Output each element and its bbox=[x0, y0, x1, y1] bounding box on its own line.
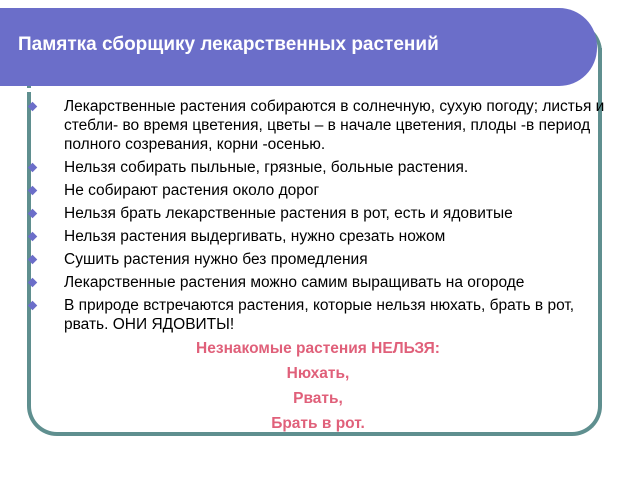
title-underline bbox=[0, 88, 568, 92]
list-item: Не собирают растения около дорог bbox=[28, 181, 608, 200]
bullet-icon bbox=[28, 186, 38, 196]
list-item: Лекарственные растения собираются в солнечную, сухую погоду; листья и стебли- во время цветения, цветы – в начале цветения, плоды -в период полного созревания, корни -осенью. bbox=[28, 97, 608, 154]
warning-item: Брать в рот. bbox=[271, 415, 365, 432]
bullet-icon bbox=[28, 232, 38, 242]
warning-item: Нюхать, bbox=[286, 365, 350, 382]
bullet-icon bbox=[28, 255, 38, 265]
list-item: Лекарственные растения можно самим выращивать на огороде bbox=[28, 273, 608, 292]
rules-list bbox=[28, 97, 608, 334]
list-item: Нельзя собирать пыльные, грязные, больные растения. bbox=[28, 158, 608, 177]
list-item: Нельзя брать лекарственные растения в рот, есть и ядовитые bbox=[28, 204, 608, 223]
bullet-icon bbox=[28, 102, 38, 112]
bullet-icon bbox=[28, 278, 38, 288]
bullet-icon bbox=[28, 209, 38, 219]
slide-content bbox=[28, 97, 608, 435]
bullet-icon bbox=[28, 301, 38, 311]
slide-title: Памятка сборщику лекарственных растений bbox=[18, 34, 439, 55]
title-bar bbox=[0, 8, 597, 86]
list-item: Нельзя растения выдергивать, нужно срезать ножом bbox=[28, 227, 608, 246]
list-item: В природе встречаются растения, которые нельзя нюхать, брать в рот, рвать. ОНИ ЯДОВИТЫ! bbox=[28, 296, 608, 334]
warning-heading: Незнакомые растения НЕЛЬЗЯ: bbox=[196, 340, 440, 357]
list-item: Сушить растения нужно без промедления bbox=[28, 250, 608, 269]
warning-item: Рвать, bbox=[293, 390, 343, 407]
bullet-icon bbox=[28, 163, 38, 173]
